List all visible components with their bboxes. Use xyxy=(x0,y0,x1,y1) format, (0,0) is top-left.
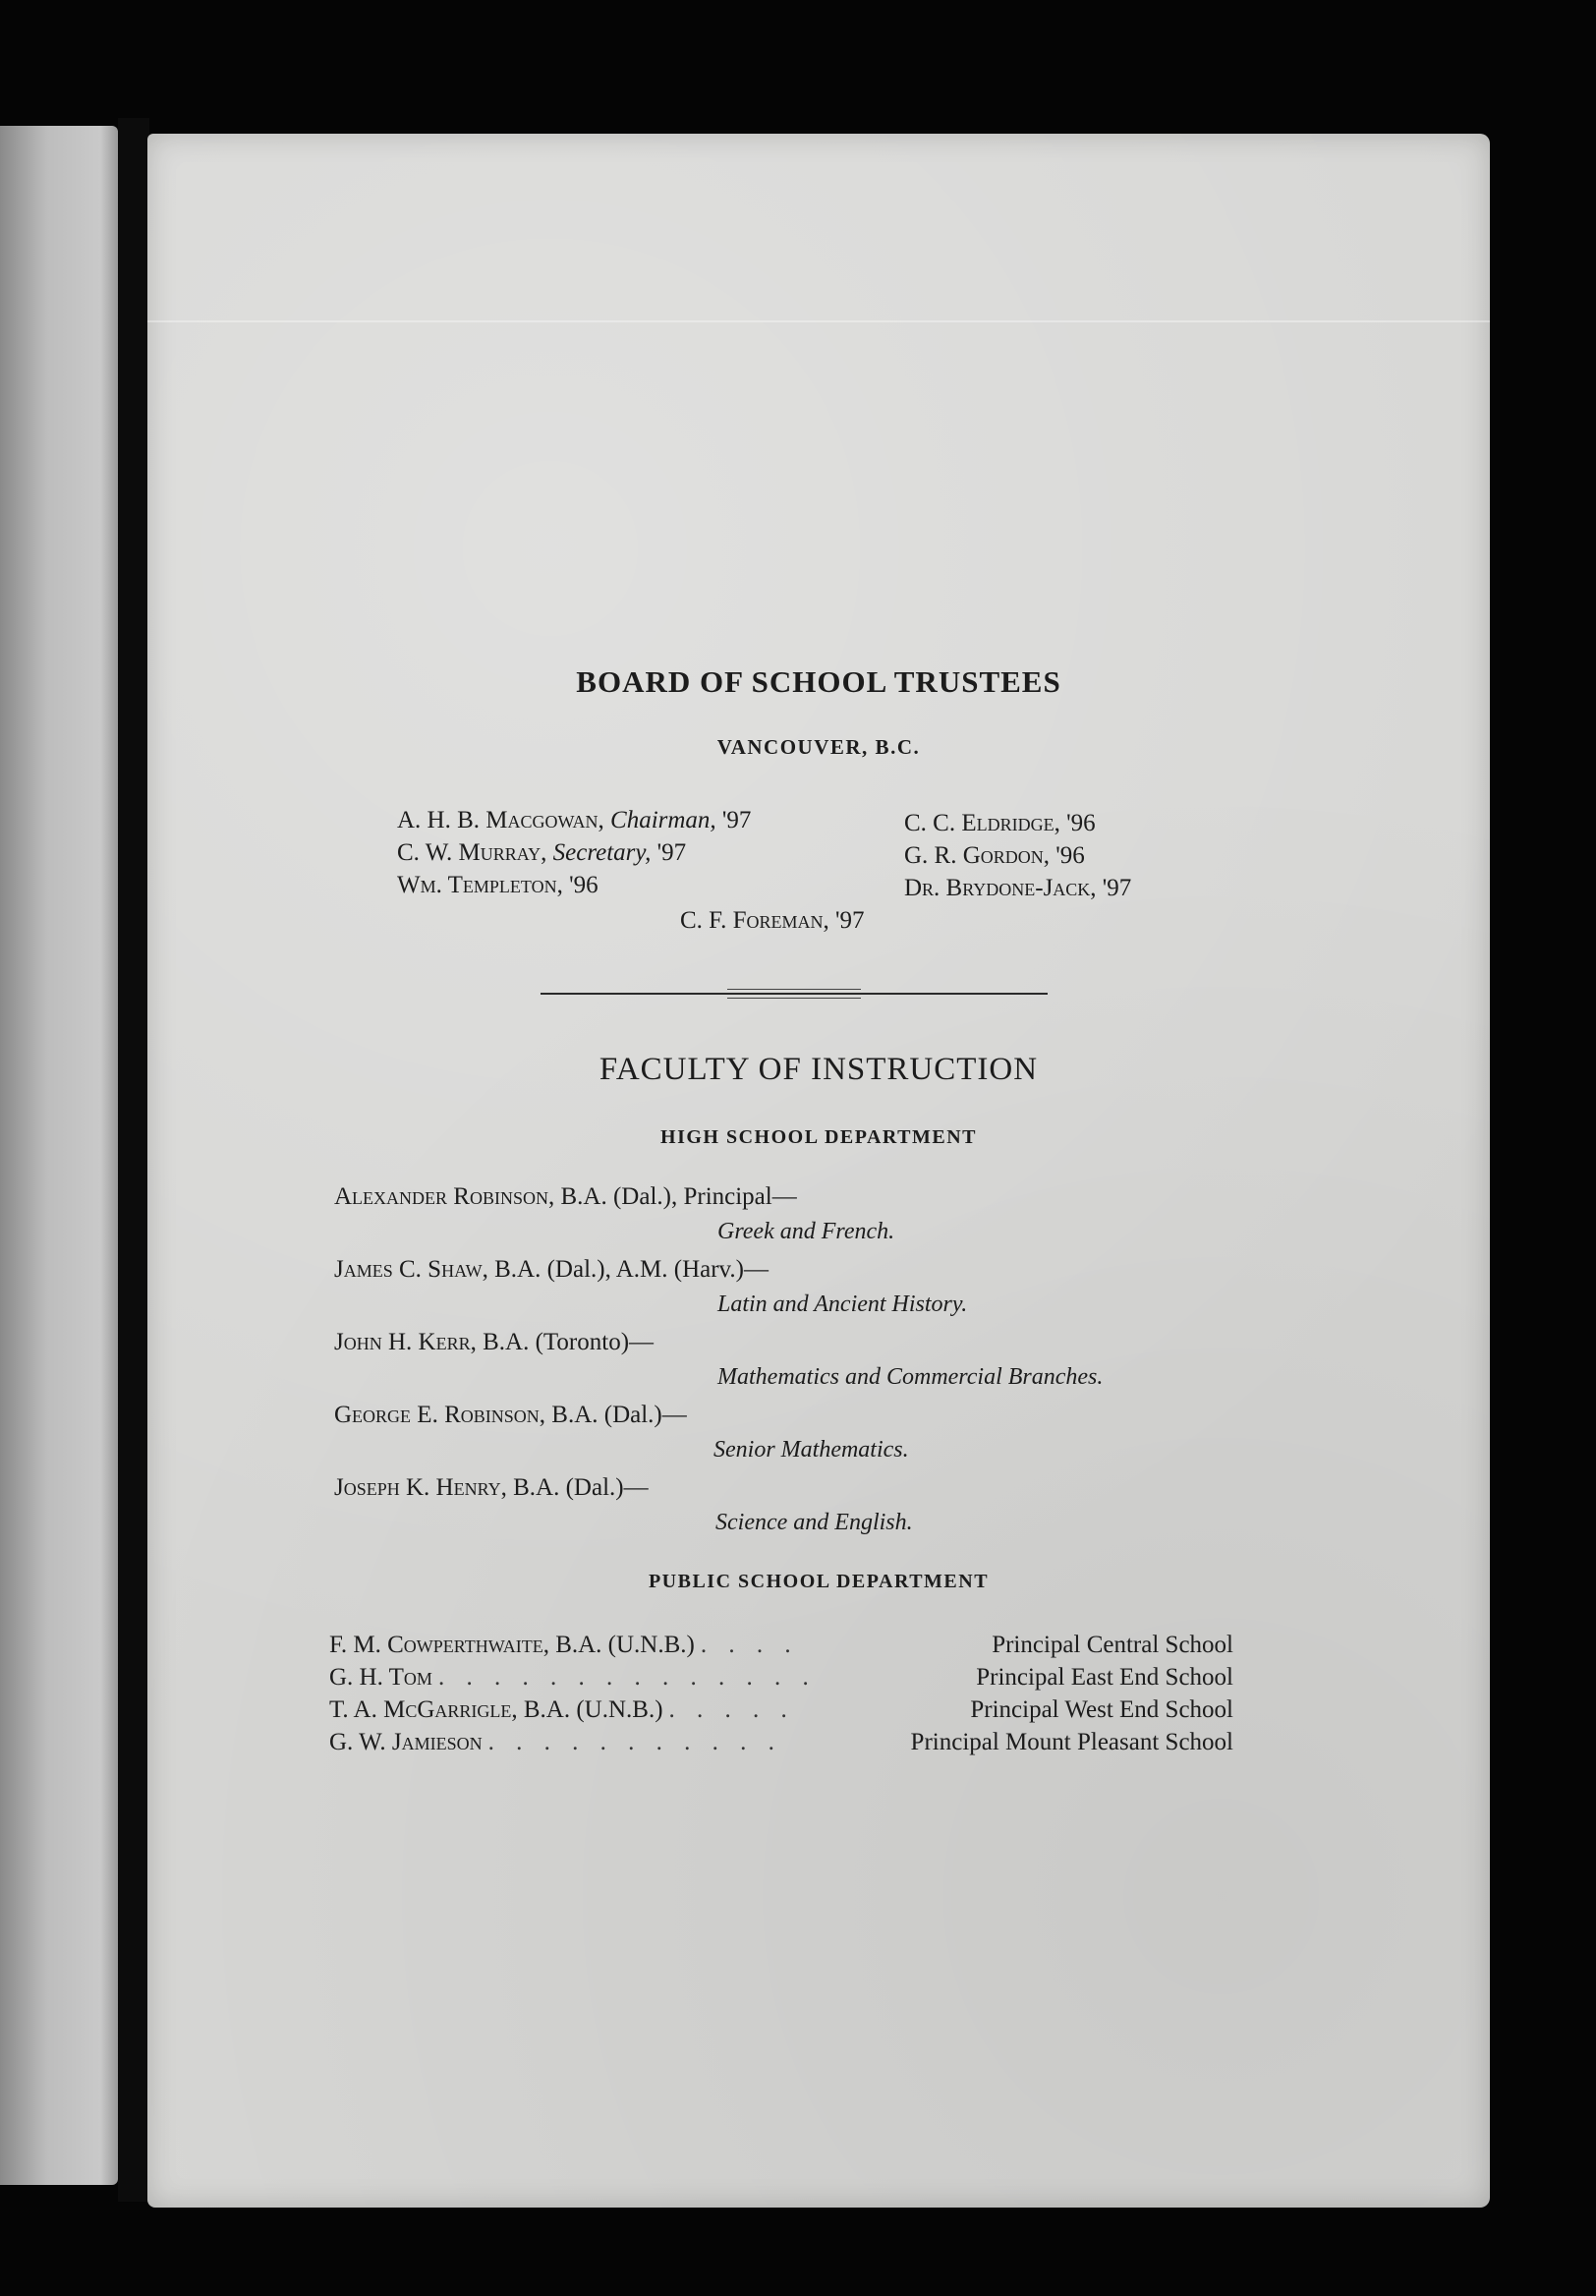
faculty-entry: Joseph K. Henry, B.A. (Dal.)— Science and English. xyxy=(334,1474,913,1535)
high-school-heading: HIGH SCHOOL DEPARTMENT xyxy=(660,1126,977,1148)
previous-page-edge xyxy=(0,126,118,2185)
section-divider xyxy=(541,987,1048,1001)
faculty-entry: Alexander Robinson, B.A. (Dal.), Principal— Greek and French. xyxy=(334,1183,895,1244)
faculty-subjects: Mathematics and Commercial Branches. xyxy=(717,1364,1104,1390)
board-location: VANCOUVER, B.C. xyxy=(716,735,921,759)
public-school-entry: F. M. Cowperthwaite, B.A. (U.N.B.) . . . . Principal Central School xyxy=(329,1632,1233,1658)
public-school-faculty-list xyxy=(329,1632,1233,1761)
trustee-entry-bottom: C. F. Foreman, '97 xyxy=(680,907,865,934)
trustee-entry: C. W. Murray, Secretary, '97 xyxy=(397,839,687,866)
faculty-subjects: Greek and French. xyxy=(717,1219,895,1244)
faculty-title: FACULTY OF INSTRUCTION xyxy=(598,1052,1039,1087)
school-position: Principal Mount Pleasant School xyxy=(910,1729,1233,1755)
public-school-entry: G. H. Tom . . . . . . . . . . . . . . Principal East End School xyxy=(329,1664,1233,1691)
trustee-entry: Dr. Brydone-Jack, '97 xyxy=(904,875,1132,901)
public-school-entry: G. W. Jamieson . . . . . . . . . . . Principal Mount Pleasant School xyxy=(329,1729,1233,1755)
trustee-entry: A. H. B. Macgowan, Chairman, '97 xyxy=(397,807,752,833)
faculty-subjects: Senior Mathematics. xyxy=(713,1437,909,1463)
faculty-subjects: Science and English. xyxy=(715,1510,913,1535)
school-position: Principal Central School xyxy=(992,1632,1233,1658)
high-school-faculty-list xyxy=(334,1183,1415,1547)
board-title: BOARD OF SCHOOL TRUSTEES xyxy=(576,664,1061,699)
document-page xyxy=(147,134,1490,2208)
public-school-entry: T. A. McGarrigle, B.A. (U.N.B.) . . . . . Principal West End School xyxy=(329,1696,1233,1723)
school-position: Principal East End School xyxy=(976,1664,1233,1691)
book-gutter xyxy=(118,118,149,2202)
page-crease xyxy=(147,320,1490,322)
school-position: Principal West End School xyxy=(970,1696,1233,1723)
trustee-entry: Wm. Templeton, '96 xyxy=(397,872,598,898)
faculty-entry: George E. Robinson, B.A. (Dal.)— Senior Mathematics. xyxy=(334,1402,909,1463)
trustees-right-column xyxy=(904,807,1337,904)
public-school-heading: PUBLIC SCHOOL DEPARTMENT xyxy=(648,1571,990,1592)
trustees-left-column xyxy=(397,804,908,901)
trustee-entry: G. R. Gordon, '96 xyxy=(904,842,1085,869)
faculty-subjects: Latin and Ancient History. xyxy=(717,1292,968,1317)
faculty-entry: James C. Shaw, B.A. (Dal.), A.M. (Harv.)— Latin and Ancient History. xyxy=(334,1256,968,1317)
trustee-entry: C. C. Eldridge, '96 xyxy=(904,810,1096,836)
faculty-entry: John H. Kerr, B.A. (Toronto)— Mathematics and Commercial Branches. xyxy=(334,1329,1104,1390)
